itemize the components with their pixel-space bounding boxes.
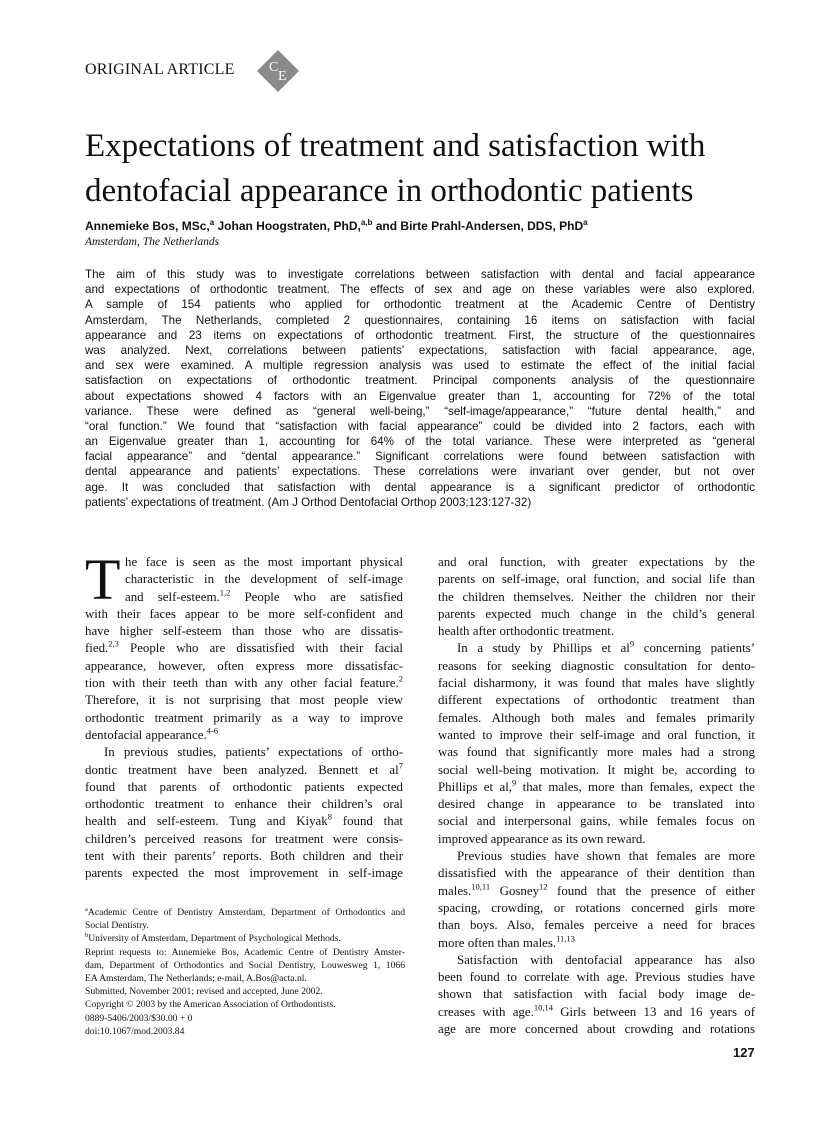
text-line: dissatisfied with the appearance of their dentition than bbox=[438, 866, 755, 881]
text-line: and sex were examined. A multiple regression analysis was used to estimate the effect of the initial facial bbox=[85, 359, 755, 373]
text-line: patients’ expectations of treatment. (Am J Orthod Dentofacial Orthop 2003;123:127-32) bbox=[85, 495, 532, 509]
ce-logo-icon bbox=[256, 49, 300, 93]
text-line: Therefore, it is not surprising that most people view bbox=[85, 693, 403, 708]
text-line: dontic treatment have been analyzed. Bennett et $al^7$ bbox=[85, 761, 403, 777]
text-line: 0889-5406/2003/$30.00 + 0 bbox=[85, 1012, 193, 1024]
text-line: reasons for seeking diagnostic consultation for dento- bbox=[438, 658, 755, 673]
svg-text:E: E bbox=[278, 69, 287, 84]
text-line: age are more concerned about crowding and rotations bbox=[438, 1022, 755, 1037]
text-line: an Eigenvalue greater than 1, accounting for 64% of the total variance. These were interpreted as “general bbox=[85, 435, 755, 449]
text-line: different expectations of orthodontic treatment than bbox=[438, 693, 755, 708]
text-line: appearance, however, often express more dissatisfac- bbox=[85, 658, 403, 673]
text-line: dam, Department of Orthodontics and Social Dentistry, Louwesweg 1, 1066 bbox=[85, 959, 405, 971]
article-type-label: ORIGINAL ARTICLE bbox=[85, 61, 235, 78]
text-line: the children themselves. Neither the children nor their bbox=[438, 589, 755, 604]
text-line: males.$^{10,11}$ Gosney$^{12}$ found that the presence of either bbox=[438, 882, 755, 898]
text-line: creases with age.$^{10,14}$ Girls between 13 and 16 years of bbox=[438, 1003, 755, 1019]
text-line: with their faces appear to be more self-confident and bbox=[85, 606, 403, 621]
affiliation-mark: a bbox=[583, 218, 588, 227]
text-line: satisfaction on expectations of orthodontic treatment. Principal components analysis of the questionnaire bbox=[85, 374, 755, 388]
text-line: and oral function, with greater expectations by the bbox=[438, 555, 755, 569]
text-line: spacing, crowding, or rotations concerned girls more bbox=[438, 900, 755, 915]
text-line: Submitted, November 2001; revised and accepted, June 2002. bbox=[85, 986, 323, 998]
text-line: social well-being motivation. It might be, according to bbox=[438, 762, 755, 777]
text-line: Previous studies have shown that females are more bbox=[457, 849, 755, 864]
text-line: Amsterdam, The Netherlands, completed 2 questionnaires, containing 16 items on satisfaction with facial bbox=[85, 313, 755, 327]
text-line: Reprint requests to: Annemieke Bos, Academic Centre of Dentistry Amster- bbox=[85, 946, 405, 958]
text-line: have higher self-esteem than those who are dissatis- bbox=[85, 624, 403, 639]
article-title bbox=[85, 124, 785, 214]
citation-superscript: 9 bbox=[629, 640, 635, 650]
body-column-right bbox=[438, 554, 755, 1038]
text-line: been found to correlate with age. Previous studies have bbox=[438, 970, 755, 985]
citation-superscript: 10,14 bbox=[533, 1003, 553, 1013]
footnotes bbox=[85, 906, 405, 1038]
citation-superscript: 7 bbox=[398, 761, 403, 771]
citation-superscript: 8 bbox=[327, 813, 332, 823]
text-line: females. Although both males and females primarily bbox=[438, 710, 755, 725]
text-line: facial appearance” and “dental appearance.” Significant correlations were found between satisfaction with bbox=[85, 450, 755, 464]
text-line: EA Amsterdam, The Netherlands; e-mail, A.Bos@acta.nl. bbox=[85, 972, 307, 984]
text-line: dental appearance and patients’ expectations. These correlations were invariant over gender, but not over bbox=[85, 465, 755, 479]
citation-superscript: 11,13 bbox=[556, 934, 575, 944]
text-line: improved appearance as its own reward. bbox=[438, 831, 646, 846]
citation-superscript: b bbox=[85, 932, 89, 940]
text-line: Satisfaction with dentofacial appearance has also bbox=[457, 952, 755, 967]
text-line: was found that significantly more males had a strong bbox=[438, 745, 755, 760]
text-line: children’s perceived reasons for treatment were consis- bbox=[85, 831, 403, 846]
text-line: Copyright © 2003 by the American Association of Orthodontists. bbox=[85, 999, 336, 1011]
text-line: “oral function.” We found that “satisfaction with facial appearance” could be divided into 2 factors, each with bbox=[85, 419, 755, 433]
author: Johan Hoogstraten, PhD, bbox=[214, 219, 361, 233]
text-line: orthodontic treatment to enhance their children’s oral bbox=[85, 797, 403, 812]
text-line: Phillips et al,$^9$ that males, more than females, expect the bbox=[438, 778, 755, 794]
citation-superscript: 12 bbox=[539, 882, 548, 892]
text-line: The aim of this study was to investigate correlations between satisfaction with dental and facial appearance bbox=[85, 268, 755, 281]
citation-superscript: 2 bbox=[398, 675, 403, 684]
title-line: Expectations of treatment and satisfaction with bbox=[85, 128, 706, 164]
author-location: Amsterdam, The Netherlands bbox=[85, 236, 220, 248]
svg-text:C: C bbox=[269, 60, 279, 75]
text-line: than boys. Also, females perceive a need for braces bbox=[438, 918, 755, 933]
text-line: variance. These were defined as “general well-being,” “self-image/appearance,” “future dental health,” and bbox=[85, 404, 755, 418]
citation-superscript: a bbox=[85, 906, 88, 913]
text-line: more often than males.$^{11,13}$ bbox=[438, 934, 575, 950]
title-line: dentofacial appearance in orthodontic patients bbox=[85, 173, 694, 209]
text-line: about expectations showed 4 factors with an Eigenvalue greater than 1, accounting for 72% of the total bbox=[85, 389, 755, 403]
text-line: $^b$University of Amsterdam, Department of Psychological Methods. bbox=[85, 932, 341, 945]
text-line: desired change in appearance to be translated into bbox=[438, 797, 755, 812]
text-line: health and self-esteem. Tung and Kiyak$^8$ found that bbox=[85, 813, 403, 829]
citation-superscript: 4-6 bbox=[206, 726, 219, 736]
text-line: Social Dentistry. bbox=[85, 920, 149, 932]
text-line: $^a$Academic Centre of Dentistry Amsterdam, Department of Orthodontics and bbox=[85, 906, 405, 918]
citation-superscript: 2,3 bbox=[108, 640, 119, 650]
text-line: dentofacial appearance.$^{4-6}$ bbox=[85, 726, 219, 742]
affiliation-mark: a,b bbox=[360, 218, 373, 227]
citation-superscript: 1,2 bbox=[219, 588, 231, 598]
text-line: facial disharmony, it was found that males have slightly bbox=[438, 676, 755, 691]
text-line: was analyzed. Next, correlations between patients’ expectations, satisfaction with facial appearance, age, bbox=[85, 343, 755, 357]
text-line: parents expected the most improvement in self-image bbox=[85, 866, 403, 881]
text-line: wanted to improve their self-image and oral function, it bbox=[438, 727, 755, 742]
text-line: tent with their parents’ reports. Both children and their bbox=[85, 849, 403, 864]
author: and Birte Prahl-Andersen, DDS, PhD bbox=[372, 219, 584, 233]
text-line: age. It was concluded that satisfaction with dental appearance is a significant predictor of orthodontic bbox=[85, 480, 755, 494]
drop-cap: T bbox=[85, 547, 121, 612]
text-line: In previous studies, patients’ expectations of ortho- bbox=[104, 745, 403, 760]
text-line: and self-esteem.$^{1,2}$ People who are satisfied bbox=[125, 588, 403, 604]
body-column-left bbox=[85, 554, 403, 883]
text-line: tion with their teeth than with any other facial feature.$^2$ bbox=[85, 675, 403, 691]
citation-superscript: 9 bbox=[512, 778, 517, 788]
text-line: doi:10.1067/mod.2003.84 bbox=[85, 1025, 185, 1037]
text-line: health after orthodontic treatment. bbox=[438, 624, 615, 639]
text-line: social and interpersonal gains, while females focus on bbox=[438, 814, 755, 829]
text-line: parents expected much change in the child’s general bbox=[438, 606, 755, 621]
author: Annemieke Bos, MSc, bbox=[85, 219, 210, 233]
text-line: orthodontic treatment primarily as a way to improve bbox=[85, 710, 403, 725]
page-number: 127 bbox=[733, 1045, 755, 1060]
text-line: In a study by Phillips et $al^9$ concerning patients’ bbox=[457, 640, 755, 656]
text-line: fied.$^{2,3}$ People who are dissatisfied with their facial bbox=[85, 640, 403, 656]
citation-superscript: 10,11 bbox=[471, 882, 491, 892]
text-line: A sample of 154 patients who applied for orthodontic treatment at the Academic Centre of Dentistry bbox=[85, 298, 755, 312]
text-line: characteristic in the development of self-image bbox=[125, 572, 403, 587]
text-line: he face is seen as the most important physical bbox=[125, 555, 403, 569]
abstract bbox=[85, 267, 755, 510]
text-line: parents on self-image, oral function, and social life than bbox=[438, 572, 755, 587]
affiliation-mark: a bbox=[209, 218, 215, 227]
author-list bbox=[85, 218, 588, 233]
text-line: shown that satisfaction with facial body image de- bbox=[438, 987, 755, 1002]
text-line: found that parents of orthodontic patients expected bbox=[85, 779, 403, 794]
text-line: appearance and 23 items on expectations of orthodontic treatment. First, the structure of the questionnaires bbox=[85, 328, 755, 342]
text-line: and expectations of orthodontic treatment. The effects of sex and age on these variables were also explored. bbox=[85, 283, 755, 297]
